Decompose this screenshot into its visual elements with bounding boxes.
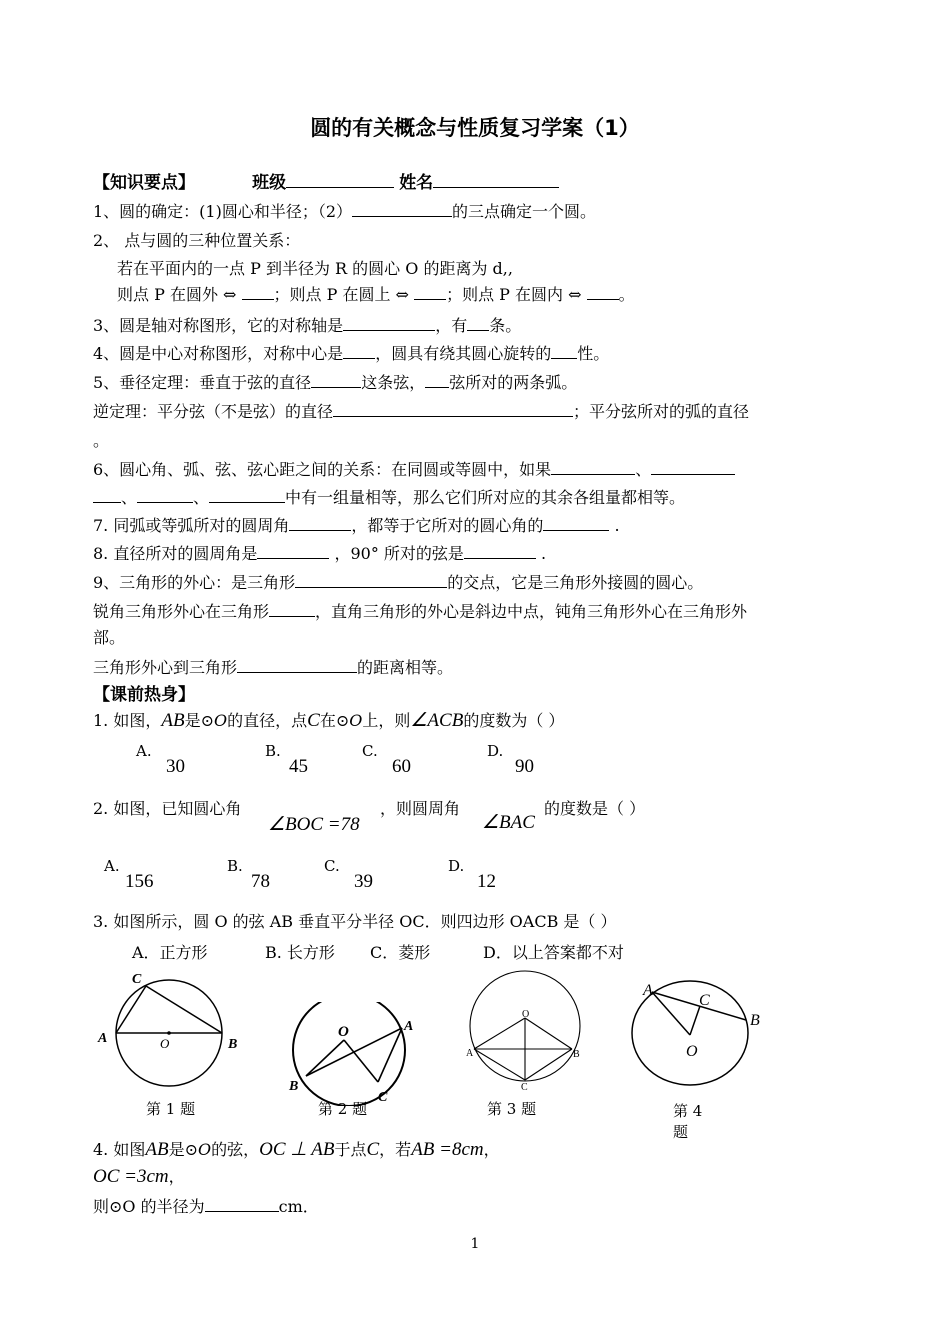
fig3-label-o: O <box>522 1009 530 1020</box>
blank[interactable] <box>242 284 274 300</box>
question-4-cont <box>93 1166 185 1188</box>
math: AB =8cm <box>411 1139 484 1160</box>
blank[interactable] <box>205 1196 279 1212</box>
page-title: 圆的有关概念与性质复习学案（1） <box>310 116 640 140</box>
text: 中有一组量相等，那么它们所对应的其余各组量都相等。 <box>285 488 686 507</box>
fig2-label-a: A <box>404 1019 414 1034</box>
section-header-knowledge <box>93 172 559 194</box>
text: 4、圆是中心对称图形，对称中心是 <box>93 344 344 363</box>
text: 3、圆是轴对称图形，它的对称轴是 <box>93 316 344 335</box>
math: C <box>366 1139 380 1160</box>
text: ，直角三角形的外心是斜边中点，钝角三角形外心在三角形外 <box>315 602 748 621</box>
figure-1-caption: 第 1 题 <box>146 1100 196 1118</box>
section-header-warmup <box>93 684 195 706</box>
q2-option-c[interactable]: C. <box>324 857 340 875</box>
q3-option-a[interactable]: A．正方形 <box>132 943 208 962</box>
blank[interactable] <box>93 487 121 503</box>
fig4-label-c: C <box>699 992 710 1009</box>
q2-value-a: 156 <box>125 871 154 892</box>
figure-3-caption: 第 3 题 <box>487 1100 537 1118</box>
item-7 <box>93 515 620 537</box>
text: O <box>198 1140 212 1159</box>
text: 1. 如图， <box>93 711 162 730</box>
q2-option-d[interactable]: D. <box>448 857 465 875</box>
fig1-label-c: C <box>132 972 142 987</box>
blank[interactable] <box>352 201 452 217</box>
fig2-label-o: O <box>338 1024 349 1040</box>
text: 4. 如图 <box>93 1140 146 1159</box>
fig4-label-o: O <box>686 1043 698 1060</box>
text: ；平分弦所对的弧的直径 <box>573 402 750 421</box>
question-1 <box>93 710 564 732</box>
text: . <box>541 544 547 563</box>
text: 的距离相等。 <box>357 658 454 677</box>
blank[interactable] <box>587 284 619 300</box>
q1-value-c: 60 <box>392 756 411 777</box>
blank[interactable] <box>343 343 375 359</box>
text: 8. 直径所对的圆周角是 <box>93 544 258 563</box>
q2-option-b[interactable]: B. <box>227 857 243 875</box>
item-8 <box>93 543 546 565</box>
text: 三角形外心到三角形 <box>93 658 238 677</box>
blank[interactable] <box>464 543 536 559</box>
q2-value-d: 12 <box>477 871 496 892</box>
text: 这条弦， <box>361 373 426 392</box>
text: ，90° 所对的弦是 <box>334 544 464 563</box>
text: ，都等于它所对的圆心角的 <box>351 516 544 535</box>
blank[interactable] <box>209 487 285 503</box>
q1-value-a: 30 <box>166 756 185 777</box>
text: 、 <box>193 488 210 507</box>
section-label: 【课前热身】 <box>93 685 195 705</box>
text: . <box>614 516 620 535</box>
blank[interactable] <box>414 284 446 300</box>
blank[interactable] <box>311 372 361 388</box>
text: ， <box>483 1140 500 1159</box>
item-5-end: 。 <box>93 431 110 450</box>
math: OC =3cm <box>93 1166 169 1187</box>
q1-option-d[interactable]: D. <box>487 742 504 760</box>
item-2a: 若在平面内的一点 P 到半径为 R 的圆心 O 的距离为 d,, <box>117 259 513 278</box>
blank[interactable] <box>343 315 435 331</box>
math: AB <box>145 1139 169 1160</box>
math: OC ⊥ AB <box>259 1139 335 1160</box>
q3-option-b[interactable]: B. 长方形 <box>265 943 335 962</box>
fig3-label-b: B <box>573 1049 580 1060</box>
fig4-label-b: B <box>750 1012 760 1029</box>
blank[interactable] <box>269 601 315 617</box>
text: 是⊙ <box>168 1140 198 1159</box>
blank[interactable] <box>295 572 447 588</box>
blank[interactable] <box>467 315 489 331</box>
text: 逆定理：平分弦（不是弦）的直径 <box>93 402 334 421</box>
blank[interactable] <box>257 543 329 559</box>
question-4 <box>93 1139 500 1161</box>
q1-value-d: 90 <box>515 756 534 777</box>
blank[interactable] <box>333 401 573 417</box>
item-2: 2、 点与圆的三种位置关系： <box>93 231 301 250</box>
item-2b <box>117 284 635 306</box>
blank[interactable] <box>237 657 357 673</box>
item-9d <box>93 657 453 679</box>
text: 性。 <box>577 344 610 363</box>
math: C <box>307 710 320 731</box>
text: 上，则 <box>362 711 411 730</box>
text: 在⊙ <box>319 711 350 730</box>
figure-4 <box>630 978 770 1098</box>
text: 锐角三角形外心在三角形 <box>93 602 270 621</box>
item-1 <box>93 201 596 223</box>
item-5-converse <box>93 401 749 423</box>
q1-option-c[interactable]: C. <box>362 742 378 760</box>
question-3: 3. 如图所示，圆 O 的弦 AB 垂直平分半径 OC．则四边形 OACB 是（ ） <box>93 912 617 931</box>
text: 于点 <box>334 1140 367 1159</box>
blank[interactable] <box>551 343 577 359</box>
question-2 <box>93 798 241 820</box>
text: 的弦， <box>211 1140 260 1159</box>
q1-value-b: 45 <box>289 756 308 777</box>
text: cm． <box>278 1197 319 1216</box>
text: 7. 同弧或等弧所对的圆周角 <box>93 516 290 535</box>
figure-2-caption: 第 2 题 <box>318 1100 368 1118</box>
q2-math-angle-bac: ∠BAC <box>482 812 535 833</box>
text: 是⊙ <box>184 711 214 730</box>
item-9b <box>93 601 747 623</box>
fig1-label-o: O <box>160 1036 170 1051</box>
section-label: 【知识要点】 <box>93 173 195 193</box>
text: O <box>214 711 228 730</box>
blank[interactable] <box>289 515 351 531</box>
q1-option-a[interactable]: A. <box>136 742 152 760</box>
q2-math-angle-boc: ∠BOC =78 <box>268 814 360 835</box>
class-label: 班级 <box>252 173 287 193</box>
figure-1 <box>96 966 246 1096</box>
text: ， <box>168 1167 185 1186</box>
q2-value-b: 78 <box>251 871 270 892</box>
item-9 <box>93 572 703 594</box>
page-number: 1 <box>470 1236 480 1252</box>
q2-value-c: 39 <box>354 871 373 892</box>
fig3-label-a: A <box>466 1048 474 1059</box>
fig4-label-a: A <box>643 982 653 999</box>
text: 则⊙O 的半径为 <box>93 1197 205 1216</box>
text: O <box>349 711 363 730</box>
item-9c: 部。 <box>93 628 126 647</box>
text: 的三点确定一个圆。 <box>452 202 597 221</box>
text: 1、圆的确定：(1)圆心和半径；（2） <box>93 202 353 221</box>
q3-option-c[interactable]: C．菱形 <box>370 943 431 962</box>
text: ，若 <box>379 1140 412 1159</box>
text: 。 <box>618 285 635 304</box>
text: ，则圆周角 <box>380 799 461 818</box>
name-label: 姓名 <box>399 173 434 193</box>
text: 的交点，它是三角形外接圆的圆心。 <box>447 573 704 592</box>
text: 弦所对的两条弧。 <box>449 373 578 392</box>
text: 、 <box>121 488 138 507</box>
question-4-ask <box>93 1196 319 1218</box>
blank[interactable] <box>543 515 609 531</box>
fig2-label-b: B <box>289 1079 299 1094</box>
fig3-label-c: C <box>521 1082 528 1093</box>
text: 6、圆心角、弧、弦、弦心距之间的关系：在同圆或等圆中，如果 <box>93 460 552 479</box>
fig1-label-a: A <box>98 1031 108 1046</box>
blank[interactable] <box>425 372 449 388</box>
text: 、 <box>635 460 652 479</box>
item-6 <box>93 459 735 481</box>
item-5 <box>93 372 577 394</box>
text: 9、三角形的外心：是三角形 <box>93 573 296 592</box>
text: 的度数是（ ） <box>544 799 646 818</box>
fig2-label-c: C <box>378 1090 388 1105</box>
fig1-label-b: B <box>228 1037 238 1052</box>
text: 则点 P 在圆外 ⇔ <box>117 285 237 304</box>
text: 5、垂径定理：垂直于弦的直径 <box>93 373 312 392</box>
figure-3 <box>460 964 590 1094</box>
figure-2 <box>284 1002 424 1106</box>
text: 条。 <box>489 316 522 335</box>
figure-4-caption-line1: 第 4 <box>673 1102 703 1120</box>
q2-option-a[interactable]: A. <box>104 857 120 875</box>
text: 的直径，点 <box>227 711 308 730</box>
blank[interactable] <box>137 487 193 503</box>
item-4 <box>93 343 609 365</box>
math: AB <box>161 710 185 731</box>
q3-option-d[interactable]: D．以上答案都不对 <box>483 943 624 962</box>
text: ；则点 P 在圆上 ⇔ <box>273 285 409 304</box>
blank[interactable] <box>551 459 635 475</box>
math: ∠ACB <box>410 710 464 731</box>
figure-4-caption-line2: 题 <box>673 1123 689 1141</box>
text: ，有 <box>435 316 468 335</box>
item-6-cont <box>93 487 685 509</box>
name-blank[interactable] <box>433 172 559 188</box>
text: 2. 如图，已知圆心角 <box>93 799 242 818</box>
q1-option-b[interactable]: B. <box>265 742 281 760</box>
text: ；则点 P 在圆内 ⇔ <box>446 285 582 304</box>
text: 的度数为（ ） <box>463 711 565 730</box>
class-blank[interactable] <box>286 172 394 188</box>
text: ，圆具有绕其圆心旋转的 <box>375 344 552 363</box>
blank[interactable] <box>651 459 735 475</box>
item-3 <box>93 315 521 337</box>
